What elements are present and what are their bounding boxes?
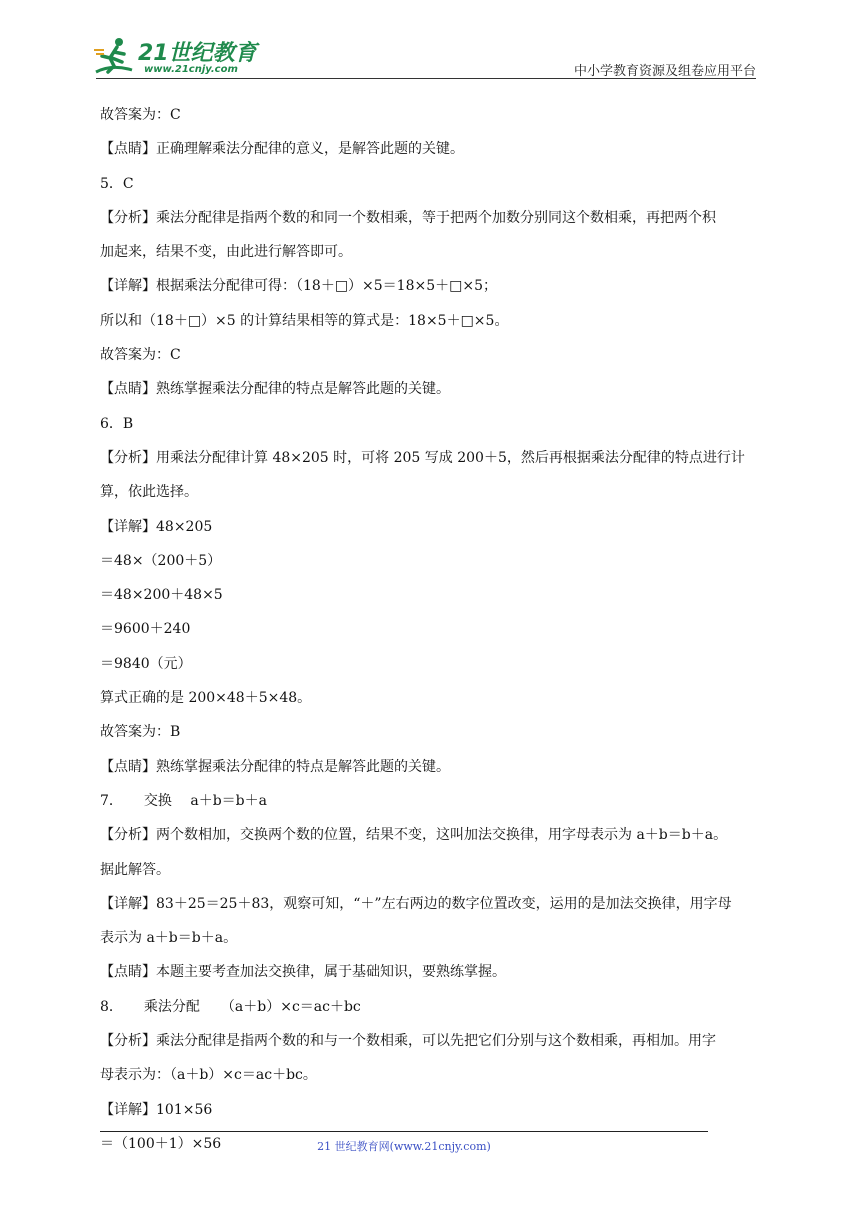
text-line: ＝48×200＋48×5 — [100, 587, 223, 604]
text-line: 加起来，结果不变，由此进行解答即可。 — [100, 244, 352, 261]
text-line: 【分析】乘法分配律是指两个数的和同一个数相乘，等于把两个加数分别同这个数相乘，再把两个积 — [100, 209, 716, 226]
text-line: 母表示为：（a＋b）×c＝ac＋bc。 — [100, 1067, 317, 1084]
question-number: 6．B — [100, 415, 134, 432]
text-line: 【详解】48×205 — [100, 518, 213, 535]
text-line: 据此解答。 — [100, 861, 170, 878]
text-line: 故答案为：C — [100, 347, 181, 364]
question-number: 7． 交换 a＋b＝b＋a — [100, 792, 267, 809]
text-line: 【分析】用乘法分配律计算 48×205 时，可将 205 写成 200＋5，然后再根据乘法分配律的特点进行计 — [100, 449, 745, 466]
platform-name: 中小学教育资源及组卷应用平台 — [573, 64, 756, 79]
text-line: 算，依此选择。 — [100, 484, 198, 501]
text-line: 【点睛】熟练掌握乘法分配律的特点是解答此题的关键。 — [100, 758, 450, 775]
answer-content — [100, 98, 764, 1161]
text-line: 故答案为：B — [100, 724, 181, 741]
text-line: 【分析】乘法分配律是指两个数的和与一个数相乘，可以先把它们分别与这个数相乘，再相加。用字 — [100, 1033, 716, 1050]
question-number: 5．C — [100, 175, 134, 192]
question-number: 8． 乘法分配 （a＋b）×c＝ac＋bc — [100, 998, 361, 1015]
page-header — [0, 0, 860, 90]
runner-logo-icon — [92, 34, 136, 78]
text-line: 【点睛】本题主要考查加法交换律，属于基础知识，要熟练掌握。 — [100, 964, 506, 981]
header-divider — [96, 78, 756, 79]
footer-source[interactable]: 21 世纪教育网(www.21cnjy.com) — [317, 1140, 491, 1153]
text-line: 【详解】83＋25＝25＋83，观察可知，“＋”左右两边的数字位置改变，运用的是加法交换律，用字母 — [100, 895, 732, 912]
footer-divider — [100, 1131, 708, 1132]
text-line: 【点睛】正确理解乘法分配律的意义，是解答此题的关键。 — [100, 141, 464, 158]
text-line: ＝（100＋1）×56 — [100, 1135, 222, 1152]
text-line: 【分析】两个数相加，交换两个数的位置，结果不变，这叫加法交换律，用字母表示为 a＋b＝b＋a。 — [100, 827, 728, 844]
text-line: 【详解】根据乘法分配律可得：（18＋□）×5＝18×5＋□×5； — [100, 278, 497, 295]
site-logo — [92, 34, 262, 80]
text-line: 算式正确的是 200×48＋5×48。 — [100, 690, 312, 707]
text-line: 表示为 a＋b＝b＋a。 — [100, 930, 238, 947]
text-line: 【点睛】熟练掌握乘法分配律的特点是解答此题的关键。 — [100, 381, 450, 398]
text-line: 故答案为：C — [100, 107, 181, 123]
logo-text: 21世纪教育 — [138, 41, 257, 66]
text-line: ＝9600＋240 — [100, 621, 191, 638]
text-line: ＝9840（元） — [100, 655, 192, 672]
logo-url: www.21cnjy.com — [144, 64, 238, 75]
text-line: ＝48×（200＋5） — [100, 552, 222, 569]
text-line: 所以和（18＋□）×5 的计算结果相等的算式是：18×5＋□×5。 — [100, 312, 509, 329]
text-line: 【详解】101×56 — [100, 1101, 213, 1118]
